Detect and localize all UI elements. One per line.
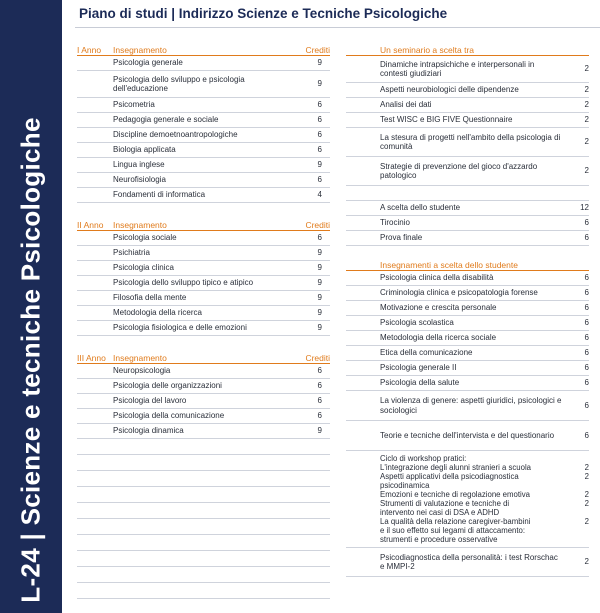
credits-header: Crediti xyxy=(305,353,330,363)
subject-name: Psicologia dinamica xyxy=(113,426,184,436)
workshop-line: strumenti e procedure osservative xyxy=(380,535,498,544)
empty-row xyxy=(77,567,330,583)
title-divider xyxy=(75,27,600,28)
workshop-block xyxy=(346,451,589,548)
year2-header xyxy=(77,216,330,231)
year3-label: III Anno xyxy=(77,353,106,363)
subject-name: Prova finale xyxy=(380,233,423,243)
subject-header: Insegnamento xyxy=(113,220,167,230)
table-row xyxy=(346,201,589,216)
subject-name: La stesura di progetti nell'ambito della psicologia di comunità xyxy=(380,132,561,151)
subject-name: Teorie e tecniche dell'intervista e del questionario xyxy=(380,430,555,440)
workshop-line: Ciclo di workshop pratici: xyxy=(380,454,467,463)
empty-row xyxy=(77,471,330,487)
seminar-header xyxy=(346,41,589,56)
subject-name: Etica della comunicazione xyxy=(380,348,473,358)
credit-value: 6 xyxy=(584,288,589,298)
empty-row xyxy=(77,519,330,535)
electives-header xyxy=(346,256,589,271)
table-row xyxy=(346,128,589,157)
workshop-line: e il suo effetto sui legami di attaccamento: xyxy=(380,526,526,535)
workshop-line: Emozioni e tecniche di regolazione emotiva xyxy=(380,490,530,499)
subject-name: Psicologia scolastica xyxy=(380,318,454,328)
credit-value: 2 xyxy=(584,137,589,147)
subject-name: Neurofisiologia xyxy=(113,175,166,185)
credit-value: 6 xyxy=(317,381,322,391)
year2-label: II Anno xyxy=(77,220,104,230)
credit-value: 9 xyxy=(317,323,322,333)
table-row xyxy=(346,56,589,83)
credit-value: 6 xyxy=(584,233,589,243)
table-row xyxy=(77,158,330,173)
subject-header: Insegnamento xyxy=(113,353,167,363)
table-row xyxy=(77,128,330,143)
table-row xyxy=(346,316,589,331)
workshop-line: Strumenti di valutazione e tecniche di xyxy=(380,499,510,508)
table-row xyxy=(346,98,589,113)
subject-name: Psicologia dello sviluppo tipico e atipico xyxy=(113,278,254,288)
table-row xyxy=(346,216,589,231)
table-row xyxy=(346,83,589,98)
workshop-credit: 2 xyxy=(584,463,589,472)
table-row xyxy=(77,291,330,306)
table-row xyxy=(346,376,589,391)
workshop-line: L'integrazione degli alunni stranieri a scuola xyxy=(380,463,532,472)
credit-value: 2 xyxy=(584,85,589,95)
subject-name: Psicodiagnostica della personalità: i test Rorschac e MMPI-2 xyxy=(380,552,558,571)
credit-value: 4 xyxy=(317,190,322,200)
credit-value: 2 xyxy=(584,557,589,567)
subject-name: Metodologia della ricerca sociale xyxy=(380,333,497,343)
credit-value: 6 xyxy=(317,411,322,421)
table-row xyxy=(77,424,330,439)
table-row xyxy=(77,321,330,336)
workshop-credit xyxy=(567,481,589,490)
table-row xyxy=(346,157,589,186)
subject-name: Psicologia delle organizzazioni xyxy=(113,381,222,391)
table-row xyxy=(77,409,330,424)
sidebar-band xyxy=(0,0,62,613)
credit-value: 6 xyxy=(584,303,589,313)
empty-row xyxy=(77,487,330,503)
subject-name: Motivazione e crescita personale xyxy=(380,303,497,313)
table-row xyxy=(77,231,330,246)
subject-name: Lingua inglese xyxy=(113,160,165,170)
subject-name: Psicologia clinica della disabilità xyxy=(380,273,494,283)
credit-value: 9 xyxy=(317,160,322,170)
table-row xyxy=(77,56,330,71)
credits-header: Crediti xyxy=(305,220,330,230)
subject-name: Dinamiche intrapsichiche e interpersonali in contesti giudiziari xyxy=(380,59,535,78)
credit-value: 9 xyxy=(317,278,322,288)
workshop-line: intervento nei casi di DSA e ADHD xyxy=(380,508,500,517)
table-row xyxy=(77,143,330,158)
credit-value: 9 xyxy=(317,426,322,436)
workshop-credit xyxy=(567,454,589,463)
empty-row xyxy=(77,455,330,471)
credits-header: Crediti xyxy=(305,45,330,55)
electives-label: Insegnamenti a scelta dello studente xyxy=(380,260,518,270)
credit-value: 9 xyxy=(317,263,322,273)
subject-name: Biologia applicata xyxy=(113,145,176,155)
subject-name: Test WISC e BIG FIVE Questionnaire xyxy=(380,115,513,125)
subject-name: La violenza di genere: aspetti giuridici, psicologici e sociologici xyxy=(380,396,562,415)
subject-name: Tirocinio xyxy=(380,218,410,228)
table-row xyxy=(77,188,330,203)
table-row xyxy=(77,113,330,128)
table-row xyxy=(77,261,330,276)
table-row xyxy=(77,173,330,188)
year1-header xyxy=(77,41,330,56)
workshop-credit: 2 xyxy=(584,499,589,508)
credit-value: 6 xyxy=(317,145,322,155)
subject-name: Psicologia generale II xyxy=(380,363,457,373)
subject-name: Aspetti neurobiologici delle dipendenze xyxy=(380,85,519,95)
credit-value: 12 xyxy=(580,203,589,213)
workshop-credit xyxy=(567,508,589,517)
credit-value: 6 xyxy=(317,233,322,243)
subject-name: Strategie di prevenzione del gioco d'azzardo patologico xyxy=(380,161,538,180)
seminar-label: Un seminario a scelta tra xyxy=(380,45,475,55)
subject-name: Psicometria xyxy=(113,100,155,110)
credit-value: 2 xyxy=(584,64,589,74)
subject-name: Fondamenti di informatica xyxy=(113,190,206,200)
workshop-credit xyxy=(567,526,589,535)
credit-value: 9 xyxy=(317,58,322,68)
table-row xyxy=(346,286,589,301)
table-row xyxy=(77,246,330,261)
credit-value: 6 xyxy=(584,430,589,440)
subject-name: Analisi dei dati xyxy=(380,100,432,110)
credit-value: 6 xyxy=(584,273,589,283)
table-row xyxy=(346,231,589,246)
workshop-line: La qualità della relazione caregiver-bambini xyxy=(380,517,531,526)
credit-value: 9 xyxy=(317,308,322,318)
subject-name: Filosofia della mente xyxy=(113,293,187,303)
subject-name: Psicologia sociale xyxy=(113,233,177,243)
subject-name: Psicologia del lavoro xyxy=(113,396,187,406)
empty-row xyxy=(77,439,330,455)
table-row xyxy=(77,364,330,379)
credit-value: 2 xyxy=(584,100,589,110)
credit-value: 6 xyxy=(584,400,589,410)
subject-name: Psicologia generale xyxy=(113,58,183,68)
workshop-credit xyxy=(567,535,589,544)
credit-value: 6 xyxy=(317,366,322,376)
left-column xyxy=(77,41,330,599)
credit-value: 6 xyxy=(317,175,322,185)
subject-name: Pedagogia generale e sociale xyxy=(113,115,219,125)
year1-label: I Anno xyxy=(77,45,102,55)
workshop-credit: 2 xyxy=(584,472,589,481)
right-column xyxy=(346,41,589,577)
credit-value: 9 xyxy=(317,293,322,303)
subject-name: Psichiatria xyxy=(113,248,150,258)
subject-name: Psicologia della comunicazione xyxy=(113,411,225,421)
table-row xyxy=(77,71,330,98)
empty-row xyxy=(77,551,330,567)
subject-name: Psicologia della salute xyxy=(380,378,460,388)
table-row xyxy=(77,379,330,394)
subject-name: Criminologia clinica e psicopatologia forense xyxy=(380,288,538,298)
credit-value: 6 xyxy=(317,100,322,110)
credit-value: 6 xyxy=(584,333,589,343)
credit-value: 6 xyxy=(317,115,322,125)
credit-value: 9 xyxy=(317,248,322,258)
credit-value: 6 xyxy=(317,396,322,406)
subject-header: Insegnamento xyxy=(113,45,167,55)
year3-header xyxy=(77,349,330,364)
subject-name: Psicologia clinica xyxy=(113,263,174,273)
credit-value: 2 xyxy=(584,166,589,176)
table-row xyxy=(346,346,589,361)
credit-value: 6 xyxy=(584,218,589,228)
credit-value: 6 xyxy=(317,130,322,140)
credit-value: 6 xyxy=(584,318,589,328)
subject-name: Psicologia dello sviluppo e psicologia dell'educazione xyxy=(113,74,245,93)
table-row xyxy=(346,361,589,376)
table-row xyxy=(77,98,330,113)
table-row xyxy=(77,394,330,409)
workshop-line: Aspetti applicativi della psicodiagnostica xyxy=(380,472,519,481)
table-row xyxy=(346,421,589,451)
empty-row xyxy=(77,535,330,551)
subject-name: Neuropsicologia xyxy=(113,366,171,376)
page-title: Piano di studi | Indirizzo Scienze e Tecniche Psicologiche xyxy=(79,6,448,21)
subject-name: Discipline demoetnoantropologiche xyxy=(113,130,238,140)
table-row xyxy=(346,391,589,421)
table-row xyxy=(77,276,330,291)
workshop-line: psicodinamica xyxy=(380,481,430,490)
subject-name: Psicologia fisiologica e delle emozioni xyxy=(113,323,247,333)
table-row xyxy=(346,271,589,286)
table-row xyxy=(77,306,330,321)
credit-value: 6 xyxy=(584,363,589,373)
sidebar-title: L-24 | Scienze e tecniche Psicologiche xyxy=(15,117,46,603)
credit-value: 2 xyxy=(584,115,589,125)
subject-name: Metodologia della ricerca xyxy=(113,308,202,318)
credit-value: 6 xyxy=(584,348,589,358)
empty-row xyxy=(77,583,330,599)
table-row xyxy=(346,331,589,346)
table-row xyxy=(346,113,589,128)
credit-value: 6 xyxy=(584,378,589,388)
table-row xyxy=(346,301,589,316)
table-row xyxy=(346,548,589,577)
workshop-credit: 2 xyxy=(584,517,589,526)
empty-row xyxy=(77,503,330,519)
workshop-credit: 2 xyxy=(584,490,589,499)
credit-value: 9 xyxy=(317,79,322,89)
subject-name: A scelta dello studente xyxy=(380,203,461,213)
